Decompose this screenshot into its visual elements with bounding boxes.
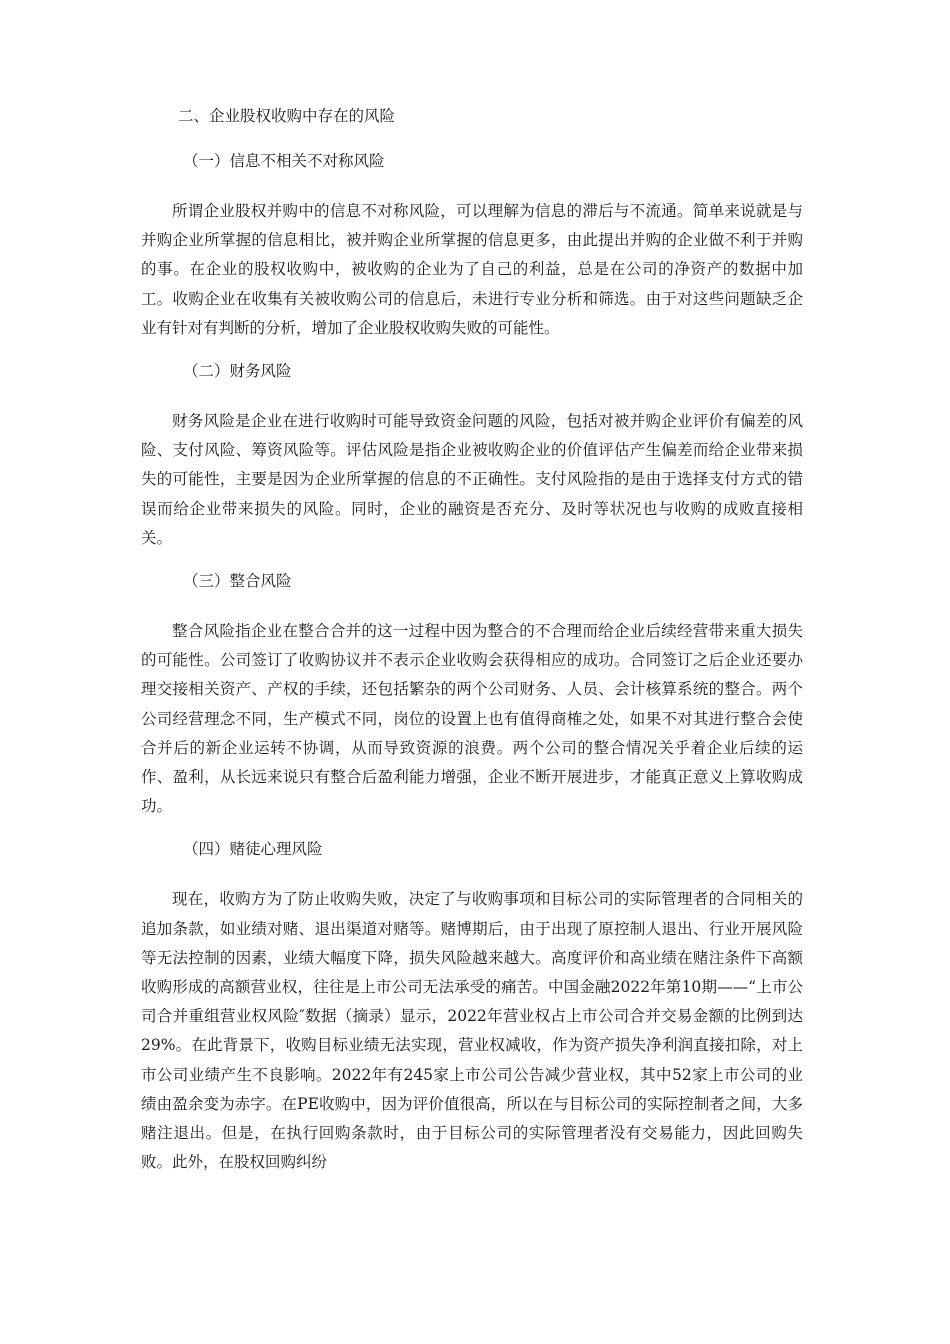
paragraph-financial-risk: 财务风险是企业在进行收购时可能导致资金问题的风险，包括对被并购企业评价有偏差的风险、支付风险、筹资风险等。评估风险是指企业被收购企业的价值评估产生偏差而给企业带来损失的可能性，主要是因为企业所掌握的信息的不正确性。支付风险指的是由于选择支付方式的错误而给企业带来损失的风险。同时，企业的融资是否充分、及时等状况也与收购的成败直接相关。 <box>141 412 803 547</box>
subsection-heading-financial-risk: （二）财务风险 <box>183 362 292 381</box>
paragraph-integration-risk: 整合风险指企业在整合合并的这一过程中因为整合的不合理而给企业后续经营带来重大损失的可能性。公司签订了收购协议并不表示企业收购会获得相应的成功。合同签订之后企业还要办理交接相关资产、产权的手续，还包括繁杂的两个公司财务、人员、会计核算系统的整合。两个公司经营理念不同，生产模式不同，岗位的设置上也有值得商榷之处，如果不对其进行整合会使合并后的新企业运转不协调，从而导致资源的浪费。两个公司的整合情况关乎着企业后续的运作、盈利，从长远来说只有整合后盈利能力增强，企业不断开展进步，才能真正意义上算收购成功。 <box>141 622 803 816</box>
subsection-heading-integration-risk: （三）整合风险 <box>183 572 292 591</box>
paragraph-info-asymmetry: 所谓企业股权并购中的信息不对称风险，可以理解为信息的滞后与不流通。简单来说就是与并购企业所掌握的信息相比，被并购企业所掌握的信息更多，由此提出并购的企业做不利于并购的事。在企业的股权收购中，被收购的企业为了自己的利益，总是在公司的净资产的数据中加工。收购企业在收集有关被收购公司的信息后，未进行专业分析和筛选。由于对这些问题缺乏企业有针对有判断的分析，增加了企业股权收购失败的可能性。 <box>141 202 803 337</box>
document-page <box>141 104 803 1177</box>
subsection-heading-gambler-risk: （四）赌徒心理风险 <box>183 840 323 859</box>
subsection-heading-info-asymmetry: （一）信息不相关不对称风险 <box>183 152 385 170</box>
section-title: 二、企业股权收购中存在的风险 <box>178 107 396 125</box>
paragraph-gambler-risk: 现在，收购方为了防止收购失败，决定了与收购事项和目标公司的实际管理者的合同相关的追加条款，如业绩对赌、退出渠道对赌等。赌博期后，由于出现了原控制人退出、行业开展风险等无法控制的因素，业绩大幅度下降，损失风险越来越大。高度评价和高业绩在赌注条件下高额收购形成的高额营业权，往往是上市公司无法承受的痛苦。中国金融2022年第10期——“上市公司合并重组营业权风险″数据（摘录）显示，2022年营业权占上市公司合并交易金额的比例到达29%。在此背景下，收购目标业绩无法实现，营业权减收，作为资产损失净利润直接扣除，对上市公司业绩产生不良影响。2022年有245家上市公司公告减少营业权，其中52家上市公司的业绩由盈余变为赤字。在PE收购中，因为评价值很高，所以在与目标公司的实际控制者之间，大多赌注退出。但是，在执行回购条款时，由于目标公司的实际管理者没有交易能力，因此回购失败。此外，在股权回购纠纷 <box>141 890 803 1172</box>
